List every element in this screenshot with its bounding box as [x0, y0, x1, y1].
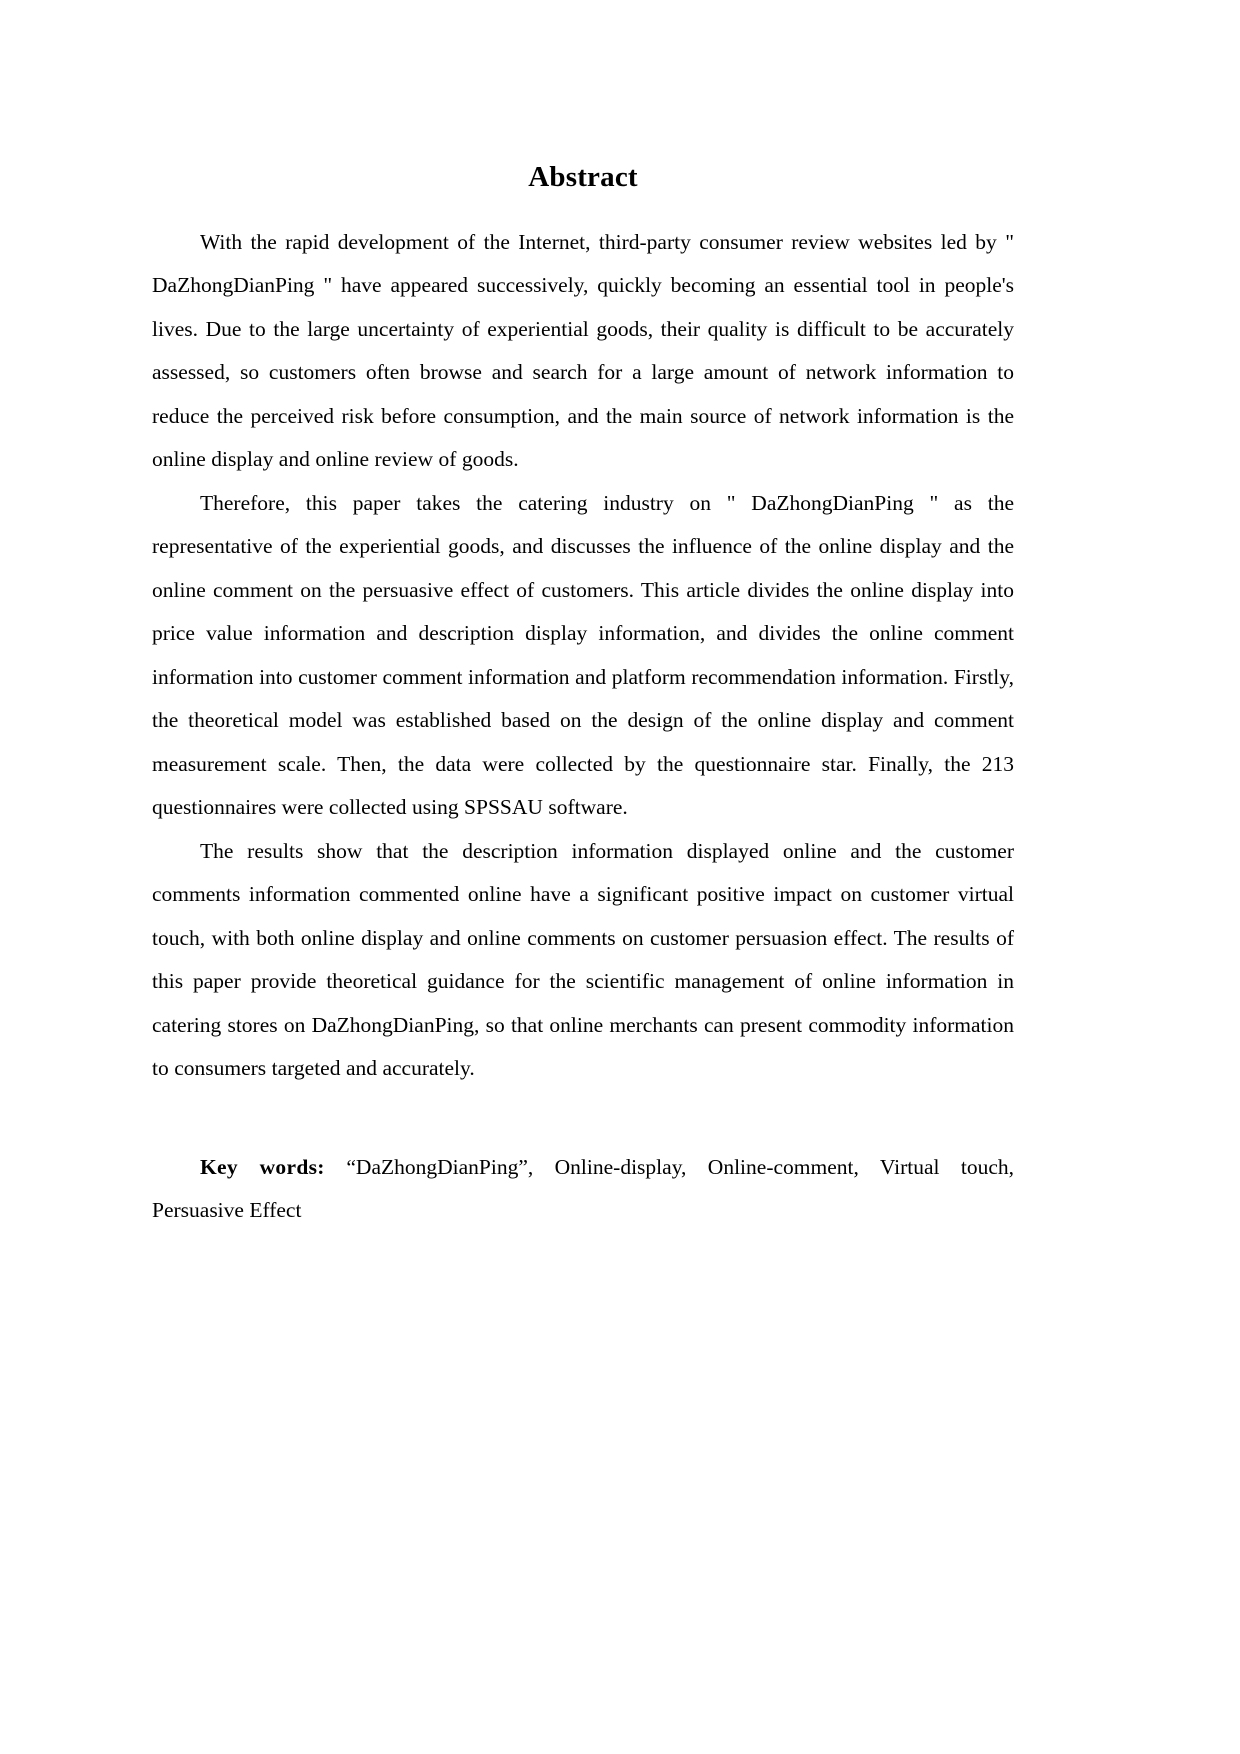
keywords-label: Key words: — [200, 1154, 347, 1179]
keywords-list: “DaZhongDianPing”, Online-display, Online-comment, Virtual touch, Persuasive Effect — [152, 1154, 1014, 1223]
page-title: Abstract — [528, 161, 638, 193]
abstract-paragraph-2: Therefore, this paper takes the catering industry on " DaZhongDianPing " as the representative of the experiential goods, and discusses the influence of the online display and the online comment on the persuasive effect of customers. This article divides the online display into price value information and description display information, and divides the online comment information into customer comment information and platform recommendation information. Firstly, the theoretical model was established based on the design of the online display and comment measurement scale. Then, the data were collected by the questionnaire star. Finally, the 213 questionnaires were collected using SPSSAU software. — [152, 490, 1014, 820]
keywords-line — [152, 1146, 1014, 1233]
page-content — [152, 160, 1014, 1233]
abstract-paragraph-3: The results show that the description information displayed online and the customer comments information commented online have a significant positive impact on customer virtual touch, with both online display and online comments on customer persuasion effect. The results of this paper provide theoretical guidance for the scientific management of online information in catering stores on DaZhongDianPing, so that online merchants can present commodity information to consumers targeted and accurately. — [152, 838, 1014, 1081]
abstract-paragraph-1: With the rapid development of the Internet, third-party consumer review websites led by " DaZhongDianPing " have appeared successively, quickly becoming an essential tool in people's lives. Due to the large uncertainty of experiential goods, their quality is difficult to be accurately assessed, so customers often browse and search for a large amount of network information to reduce the perceived risk before consumption, and the main source of network information is the online display and online review of goods. — [152, 229, 1014, 472]
keywords-section — [152, 1146, 1014, 1233]
